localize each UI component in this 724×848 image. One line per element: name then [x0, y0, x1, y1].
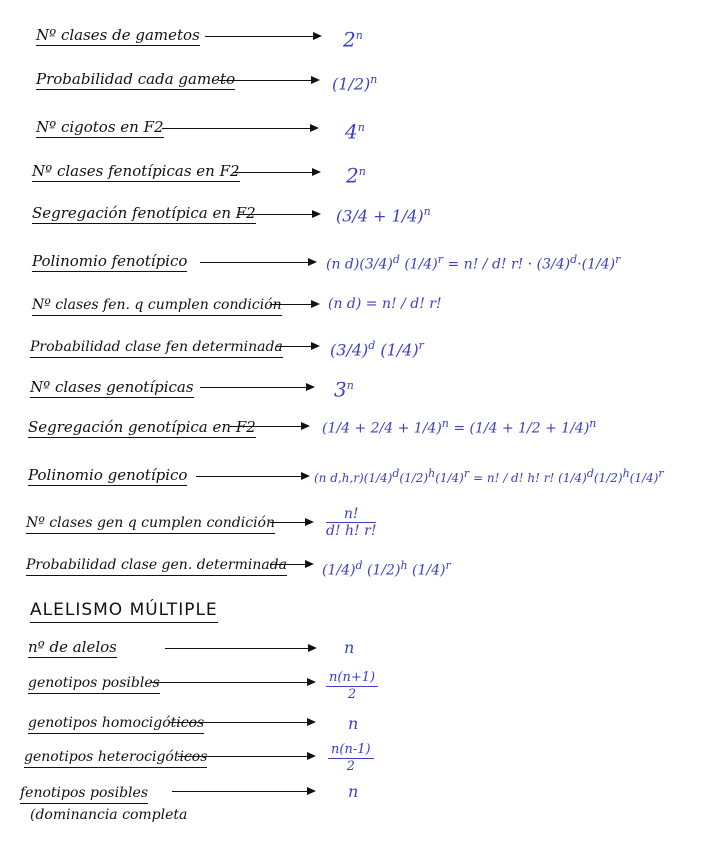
- row-label: Segregación fenotípica en F2: [32, 204, 256, 222]
- row-possible-genotypes: [0, 670, 724, 704]
- row-label: Nº clases de gametos: [36, 26, 200, 44]
- row-value: $\frac{n!}{d! h! r!}$: [326, 506, 377, 539]
- row-label: Nº clases fenotípicas en F2: [32, 162, 240, 180]
- row-genotypic-classes: [0, 372, 724, 406]
- row-label: Polinomio fenotípico: [32, 252, 188, 270]
- row-genotypic-polynomial: [0, 460, 724, 494]
- row-value: (n $d)(3/4)^d$ $(1/4)^r = n$! / d! r! · $(3/4)^d\cdot(1/4)^r$: [326, 253, 621, 273]
- arrow-icon: [270, 304, 318, 305]
- section-title: ALELISMO MÚLTIPLE: [30, 600, 218, 623]
- row-value: (n d) = n! / d! r!: [328, 296, 442, 312]
- row-phenotypic-classes-condition: [0, 290, 724, 324]
- arrow-icon: [150, 682, 314, 683]
- row-homozygous-genotypes: [0, 710, 724, 744]
- arrow-icon: [178, 756, 314, 757]
- row-phenotypic-class-probability: [0, 332, 724, 366]
- row-label: Segregación genotípica en F2: [28, 418, 256, 436]
- row-value: $\frac{n(n-1)}{2}$: [328, 742, 374, 775]
- row-genotypic-segregation: [0, 412, 724, 446]
- row-label: Polinomio genotípico: [28, 466, 188, 484]
- row-gamete-probability: [0, 66, 724, 100]
- row-heterozygous-genotypes: [0, 744, 724, 778]
- arrow-icon: [200, 262, 315, 263]
- row-label: Nº cigotos en F2: [36, 118, 164, 136]
- arrow-icon: [237, 214, 319, 215]
- row-label: fenotipos posibles: [20, 784, 148, 804]
- row-allele-count: [0, 634, 724, 668]
- row-label: Probabilidad clase fen determinada: [30, 338, 283, 358]
- row-label: Probabilidad cada gameto: [36, 70, 236, 88]
- arrow-icon: [172, 791, 314, 792]
- row-value: n: [344, 638, 355, 657]
- row-phenotypic-polynomial: [0, 244, 724, 278]
- row-value: (n $d,h,r)(1/4)^d(1/2)^h(1/4)^r = n$! / d! h! r! $(1/4)^d(1/2)^h(1/4)^r$: [314, 467, 664, 485]
- arrow-icon: [230, 426, 308, 427]
- row-label: Nº clases fen. q cumplen condición: [32, 296, 282, 316]
- row-sublabel: (dominancia completa: [30, 807, 188, 823]
- row-value: $(3/4)^d$ $(1/4)^r$: [330, 339, 424, 360]
- row-gamete-classes: [0, 22, 724, 56]
- arrow-icon: [205, 36, 320, 37]
- arrow-icon: [233, 172, 319, 173]
- row-label: Probabilidad clase gen. determinada: [26, 556, 287, 576]
- row-label: genotipos heterocigóticos: [24, 748, 207, 768]
- arrow-icon: [270, 522, 312, 523]
- arrow-icon: [165, 648, 315, 649]
- row-genotypic-classes-condition: [0, 508, 724, 542]
- row-label: nº de alelos: [28, 638, 117, 656]
- arrow-icon: [170, 722, 314, 723]
- row-value: $(1/4)^d$ $(1/2)^h$ $(1/4)^r$: [322, 559, 451, 579]
- row-label: Nº clases genotípicas: [30, 378, 194, 396]
- row-value: $(3/4 + 1/4)^n$: [336, 205, 431, 226]
- arrow-icon: [276, 346, 318, 347]
- arrow-icon: [270, 564, 312, 565]
- row-value: $(1/4 + 2/4 + 1/4)^n = (1/4 + 1/2 + 1/4)^n$: [322, 417, 597, 437]
- row-phenotypic-segregation: [0, 198, 724, 232]
- row-zygotes-f2: [0, 114, 724, 148]
- row-value: 3$^n$: [334, 377, 354, 402]
- row-value: $(1/2)^n$: [332, 73, 378, 94]
- row-possible-phenotypes: [0, 780, 724, 830]
- row-value: n: [348, 782, 359, 801]
- row-value: 2$^n$: [343, 27, 363, 52]
- arrow-icon: [162, 128, 317, 129]
- row-label: genotipos posibles: [28, 674, 160, 694]
- row-value: n: [348, 714, 359, 733]
- row-value: 4$^n$: [345, 119, 365, 144]
- row-phenotypic-classes-f2: [0, 158, 724, 192]
- row-genotypic-class-probability: [0, 552, 724, 586]
- row-value: $\frac{n(n+1)}{2}$: [326, 670, 378, 703]
- arrow-icon: [200, 387, 313, 388]
- arrow-icon: [218, 80, 318, 81]
- row-label: Nº clases gen q cumplen condición: [26, 514, 275, 534]
- row-label: genotipos homocigóticos: [28, 714, 204, 734]
- arrow-icon: [196, 476, 308, 477]
- row-value: 2$^n$: [346, 163, 366, 188]
